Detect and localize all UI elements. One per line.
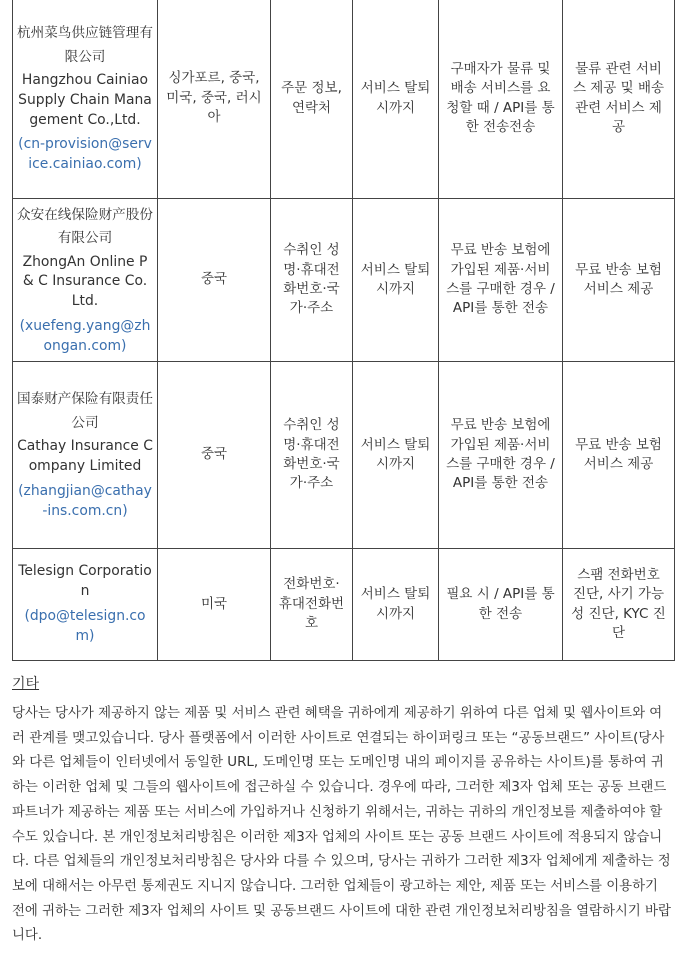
- country-cell: 중국: [158, 362, 271, 549]
- method-cell: 무료 반송 보험에 가입된 제품·서비스를 구매한 경우 / API를 통한 전송: [439, 362, 563, 549]
- company-name-zh: 众安在线保险财产股份有限公司: [17, 206, 153, 246]
- company-name-zh: 国泰财产保险有限责任公司: [17, 391, 153, 431]
- third-party-table: [12, 0, 675, 661]
- company-name-en: ZhongAn Online P & C Insurance Co. Ltd.: [22, 253, 148, 310]
- section-body: 당사는 당사가 제공하지 않는 제품 및 서비스 관련 혜택을 귀하에게 제공하기 위하여 다른 업체 및 웹사이트와 여러 관계를 맺고있습니다. 당사 플랫폼에서 이러한 사이트로 연결되는 하이퍼링크 또는 “공동브랜드” 사이트(당사와 다른 업체들이 인터넷에서 동일한 URL, 도메인명 또는 도메인명 내의 페이지를 공유하는 사이트)를 통하여 귀하는 이러한 업체 및 그들의 웹사이트에 접근하실 수 있습니다. 경우에 따라, 그러한 제3자 업체 또는 공동 브랜드 파트너가 제공하는 제품 또는 서비스에 가입하거나 신청하기 위해서는, 귀하는 귀하의 개인정보를 제출하여야 할 수도 있습니다. 본 개인정보처리방침은 이러한 제3자 업체의 사이트 또는 공동 브랜드 사이트에 적용되지 않습니다. 다른 업체들의 개인정보처리방침은 당사와 다를 수 있으며, 당사는 귀하가 그러한 제3자 업체에게 제출하는 정보에 대해서는 아무런 통제권도 지니지 않습니다. 그러한 업체들이 광고하는 제안, 제품 또는 서비스를 이용하기 전에 귀하는 그러한 제3자 업체의 사이트 및 공동브랜드 사이트에 대한 관련 개인정보처리방침을 열람하시기 바랍니다.: [12, 706, 671, 944]
- period-cell: 서비스 탈퇴 시까지: [353, 362, 439, 549]
- items-cell: 수취인 성명·휴대전화번호·국가·주소: [271, 199, 353, 362]
- company-cell: [13, 199, 158, 362]
- table-row: [13, 549, 675, 661]
- company-cell: [13, 362, 158, 549]
- country-cell: 중국: [158, 199, 271, 362]
- company-name-zh: 杭州菜鸟供应链管理有限公司: [17, 25, 153, 65]
- company-email-link[interactable]: (zhangjian@cathay-ins.com.cn): [18, 483, 152, 519]
- table-row: [13, 0, 675, 199]
- table-row: [13, 362, 675, 549]
- method-cell: 필요 시 / API를 통한 전송: [439, 549, 563, 661]
- period-cell: 서비스 탈퇴 시까지: [353, 0, 439, 199]
- items-cell: 수취인 성명·휴대전화번호·국가·주소: [271, 362, 353, 549]
- company-email-link[interactable]: (cn-provision@service.cainiao.com): [18, 136, 152, 173]
- company-cell: [13, 0, 158, 199]
- purpose-cell: 무료 반송 보험 서비스 제공: [563, 199, 675, 362]
- items-cell: 주문 정보, 연락처: [271, 0, 353, 199]
- company-email-link[interactable]: (dpo@telesign.com): [24, 608, 146, 644]
- period-cell: 서비스 탈퇴 시까지: [353, 549, 439, 661]
- items-cell: 전화번호·휴대전화번호: [271, 549, 353, 661]
- company-name-en: Cathay Insurance Company Limited: [17, 438, 153, 475]
- section-title: 기타: [12, 676, 40, 692]
- method-cell: 구매자가 물류 및 배송 서비스를 요청할 때 / API를 통한 전송전송: [439, 0, 563, 199]
- period-cell: 서비스 탈퇴 시까지: [353, 199, 439, 362]
- company-email-link[interactable]: (xuefeng.yang@zhongan.com): [19, 317, 151, 354]
- method-cell: 무료 반송 보험에 가입된 제품·서비스를 구매한 경우 / API를 통한 전송: [439, 199, 563, 362]
- purpose-cell: 스팸 전화번호 진단, 사기 가능성 진단, KYC 진단: [563, 549, 675, 661]
- table-row: [13, 199, 675, 362]
- country-cell: 싱가포르, 중국, 미국, 중국, 러시아: [158, 0, 271, 199]
- company-cell: [13, 549, 158, 661]
- purpose-cell: 무료 반송 보험 서비스 제공: [563, 362, 675, 549]
- purpose-cell: 물류 관련 서비스 제공 및 배송 관련 서비스 제공: [563, 0, 675, 199]
- company-name-en: Telesign Corporation: [18, 563, 152, 600]
- country-cell: 미국: [158, 549, 271, 661]
- company-name-en: Hangzhou Cainiao Supply Chain Management Co.,Ltd.: [18, 72, 152, 128]
